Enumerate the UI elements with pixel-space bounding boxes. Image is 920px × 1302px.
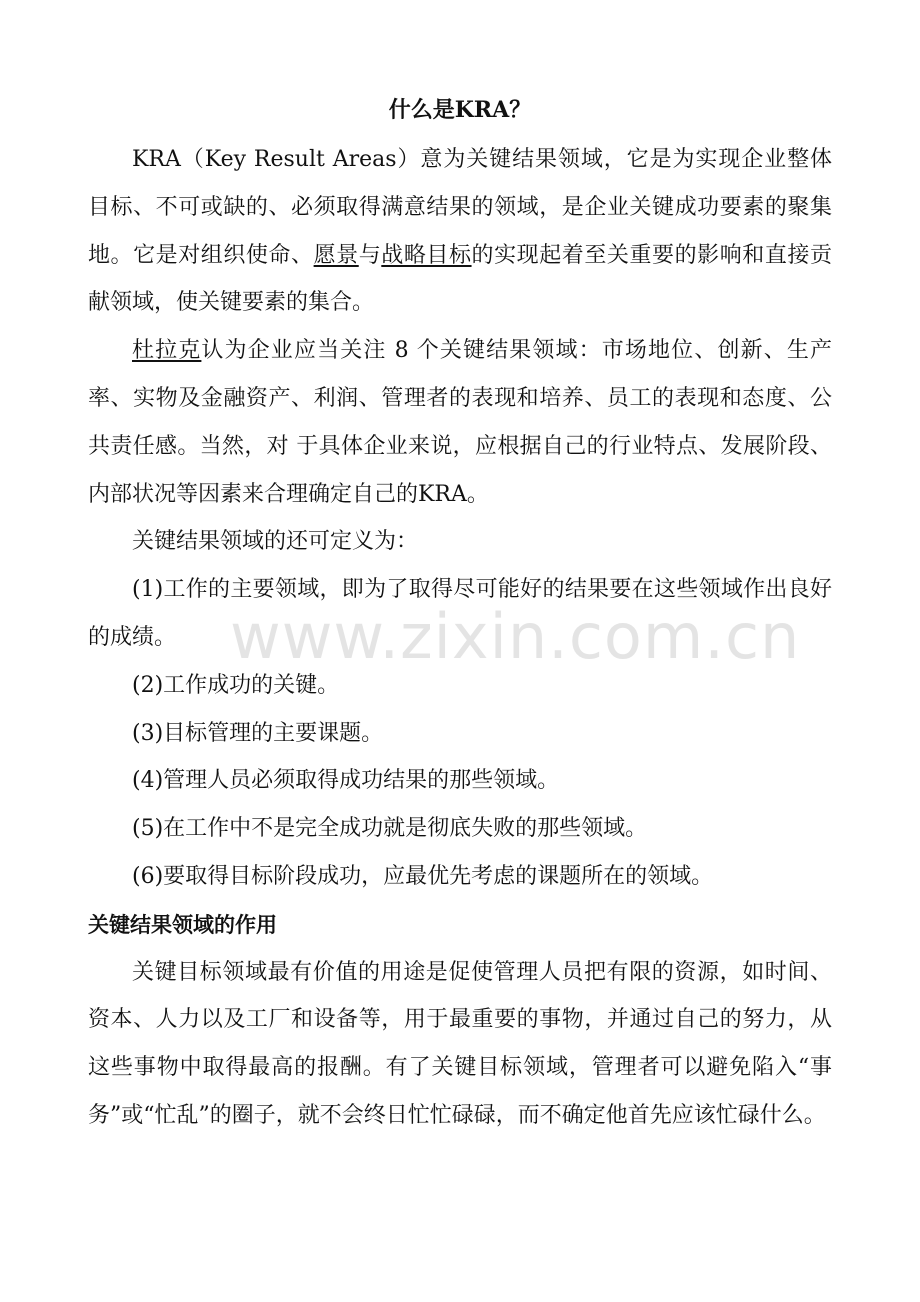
list-item: (1)工作的主要领域，即为了取得尽可能好的结果要在这些领域作出良好的成绩。	[88, 577, 832, 650]
list-item: (2)工作成功的关键。	[132, 672, 340, 698]
list-item: (4)管理人员必须取得成功结果的那些领域。	[132, 768, 560, 794]
document-page	[88, 84, 832, 1140]
paragraph-definition	[88, 136, 832, 327]
watermark: www.zixin.com.cn	[230, 600, 801, 673]
list-item: (6)要取得目标阶段成功，应最优先考虑的课题所在的领域。	[132, 863, 714, 889]
paragraph-drucker	[88, 327, 832, 518]
paragraph-text: 的实现起着至关重要的影响和直接贡献领域，使关键要素的集合。	[88, 242, 832, 316]
paragraph-text: 认为企业应当关注 8 个关键结果领域：市场地位、创新、生产率、实物及金融资产、利润、管理者的表现和培养、员工的表现和态度、公共责任感。当然，对 于具体企业来说，应根据自己的行业特点、发展阶段、内部状况等因素来合理确定自己的KRA。	[88, 338, 832, 507]
document-title: 什么是KRA？	[388, 97, 532, 123]
paragraph-text: 与	[358, 242, 382, 268]
paragraph-usage: 关键目标领域最有价值的用途是促使管理人员把有限的资源，如时间、资本、人力以及工厂和设备等，用于最重要的事物，并通过自己的努力，从这些事物中取得最高的报酬。有了关键目标领域，管理者可以避免陷入“事务”或“忙乱”的圈子，就不会终日忙忙碌碌，而不确定他首先应该忙碌什么。	[88, 959, 832, 1128]
paragraph-text: KRA（Key Result Areas）意为关键结果领域，它是为实现企业整体目标、不可或缺的、必须取得满意结果的领域，是企业关键成功要素的聚集地。它是对组织使命、	[88, 147, 832, 268]
link-drucker[interactable]: 杜拉克	[132, 338, 202, 364]
section-heading: 关键结果领域的作用	[88, 911, 277, 937]
link-strategic-goal[interactable]: 战略目标	[381, 242, 472, 268]
list-item: (3)目标管理的主要课题。	[132, 720, 384, 746]
list-item: (5)在工作中不是完全成功就是彻底失败的那些领域。	[132, 816, 648, 842]
link-vision[interactable]: 愿景	[313, 242, 359, 268]
paragraph-intro-list: 关键结果领域的还可定义为：	[132, 529, 419, 555]
